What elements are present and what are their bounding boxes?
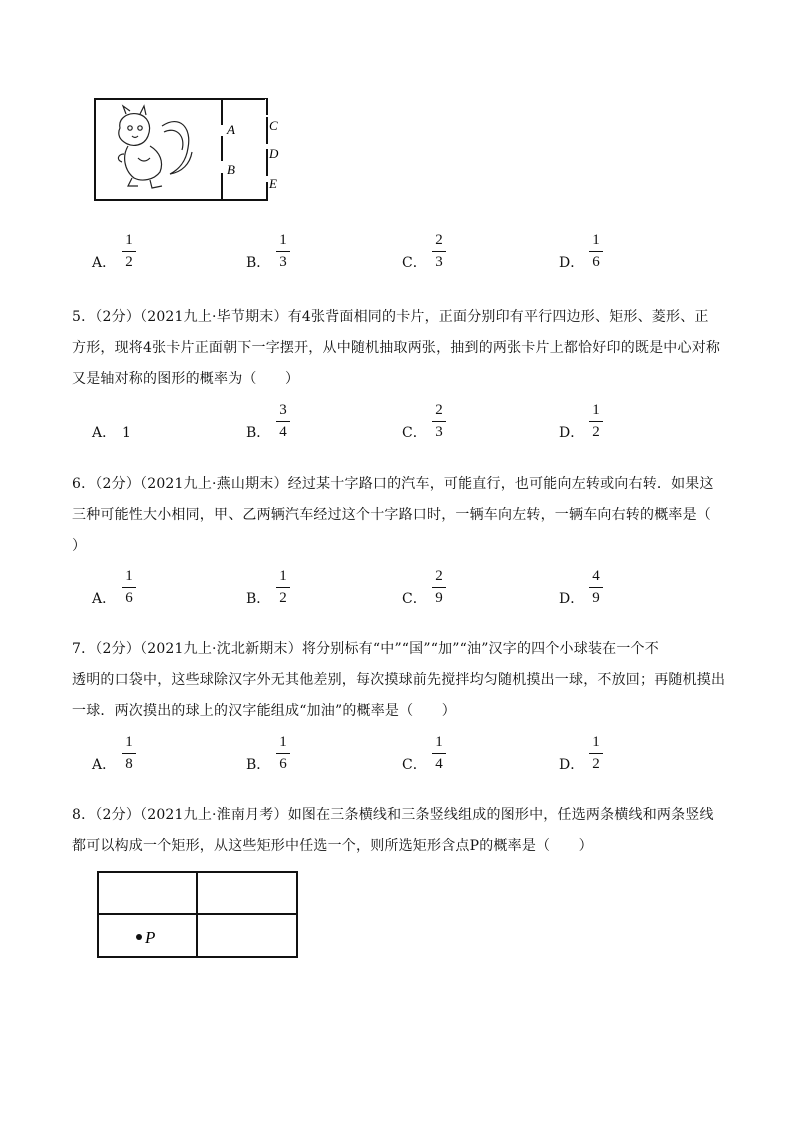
point-p-label: P xyxy=(145,928,156,947)
fraction: 1 4 xyxy=(432,733,446,774)
fraction: 3 4 xyxy=(276,401,290,442)
q5-stem: 5．（2分）（2021九上·毕节期末）有4张背面相同的卡片，正面分别印有平行四边形、矩形、菱形、正 方形，现将4张卡片正面朝下一字摆开，从中随机抽取两张，抽到的两张卡片上都恰好印的既是中心对称 又是轴对称的图形的概率为（ ） xyxy=(72,309,721,387)
q8-stem: 8．（2分）（2021九上·淮南月考）如图在三条横线和三条竖线组成的图形中，任选两条横线和两条竖线 都可以构成一个矩形，从这些矩形中任选一个，则所选矩形含点P的概率是（ ） xyxy=(72,807,714,854)
squirrel-illustration xyxy=(118,106,192,188)
fraction: 1 3 xyxy=(276,231,290,272)
fraction: 1 8 xyxy=(122,733,136,774)
fraction: 2 3 xyxy=(432,231,446,272)
fraction: 1 6 xyxy=(589,231,603,272)
fraction: 1 6 xyxy=(276,733,290,774)
label-c: C xyxy=(269,118,278,133)
fraction: 1 2 xyxy=(122,231,136,272)
q8-grid-figure xyxy=(96,870,302,960)
fraction: 4 9 xyxy=(589,567,603,608)
label-a: A xyxy=(227,122,235,137)
label-e: E xyxy=(269,176,277,191)
fraction: 1 6 xyxy=(122,567,136,608)
q6-stem: 6．（2分）（2021九上·燕山期末）经过某十字路口的汽车，可能直行，也可能向左转或向右转．如果这 三种可能性大小相同，甲、乙两辆汽车经过这个十字路口时，一辆车向左转，一辆车向右转的概率是（ ） xyxy=(72,476,714,554)
q4-figure xyxy=(92,96,282,204)
fraction: 1 2 xyxy=(589,733,603,774)
fraction: 1 2 xyxy=(276,567,290,608)
point-p-dot xyxy=(136,934,142,940)
fraction: 2 3 xyxy=(432,401,446,442)
label-d: D xyxy=(269,146,279,161)
label-b: B xyxy=(227,162,235,177)
fraction: 1 2 xyxy=(589,401,603,442)
q7-stem: 7．（2分）（2021九上·沈北新期末）将分别标有“中”“国”“加”“油”汉字的四个小球装在一个不 透明的口袋中，这些球除汉字外无其他差别，每次摸球前先搅拌均匀随机摸出一球，不放回；再随机摸出 一球．两次摸出的球上的汉字能组成“加油”的概率是（ ） xyxy=(72,641,726,719)
fraction: 2 9 xyxy=(432,567,446,608)
